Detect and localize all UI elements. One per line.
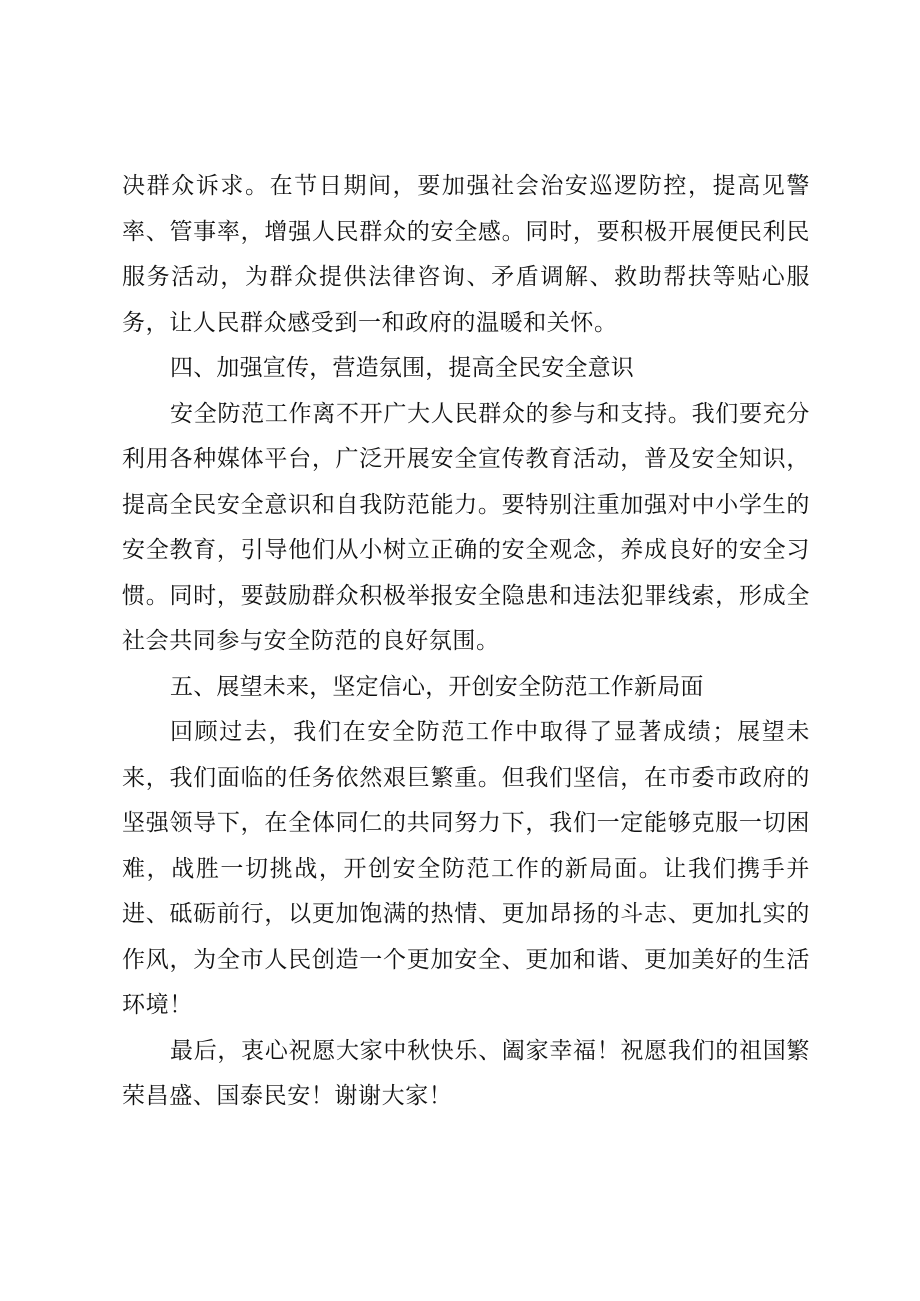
paragraph-continued: 决群众诉求。在节日期间，要加强社会治安巡逻防控，提高见警率、管事率，增强人民群众的安全感。同时，要积极开展便民利民服务活动，为群众提供法律咨询、矛盾调解、救助帮扶等贴心服务，让人民群众感受到一和政府的温暖和关怀。 [122,173,810,336]
document-body [122,164,810,1120]
section-4-paragraph: 安全防范工作离不开广大人民群众的参与和支持。我们要充分利用各种媒体平台，广泛开展安全宣传教育活动，普及安全知识，提高全民安全意识和自我防范能力。要特别注重加强对中小学生的安全教育，引导他们从小树立正确的安全观念，养成良好的安全习惯。同时，要鼓励群众积极举报安全隐患和违法犯罪线索，形成全社会共同参与安全防范的良好氛围。 [122,400,810,654]
section-5-heading: 五、展望未来，坚定信心，开创安全防范工作新局面 [170,673,704,700]
section-4-heading: 四、加强宣传，营造氛围，提高全民安全意识 [170,355,634,381]
section-5-paragraph: 回顾过去，我们在安全防范工作中取得了显著成绩；展望未来，我们面临的任务依然艰巨繁重。但我们坚信，在市委市政府的坚强领导下，在全体同仁的共同努力下，我们一定能够克服一切困难，战胜一切挑战，开创安全防范工作的新局面。让我们携手并进、砥砺前行，以更加饱满的热情、更加昂扬的斗志、更加扎实的作风，为全市人民创造一个更加安全、更加和谐、更加美好的生活环境！ [122,719,810,1018]
closing-paragraph: 最后，衷心祝愿大家中秋快乐、阖家幸福！祝愿我们的祖国繁荣昌盛、国泰民安！谢谢大家！ [122,1037,810,1109]
